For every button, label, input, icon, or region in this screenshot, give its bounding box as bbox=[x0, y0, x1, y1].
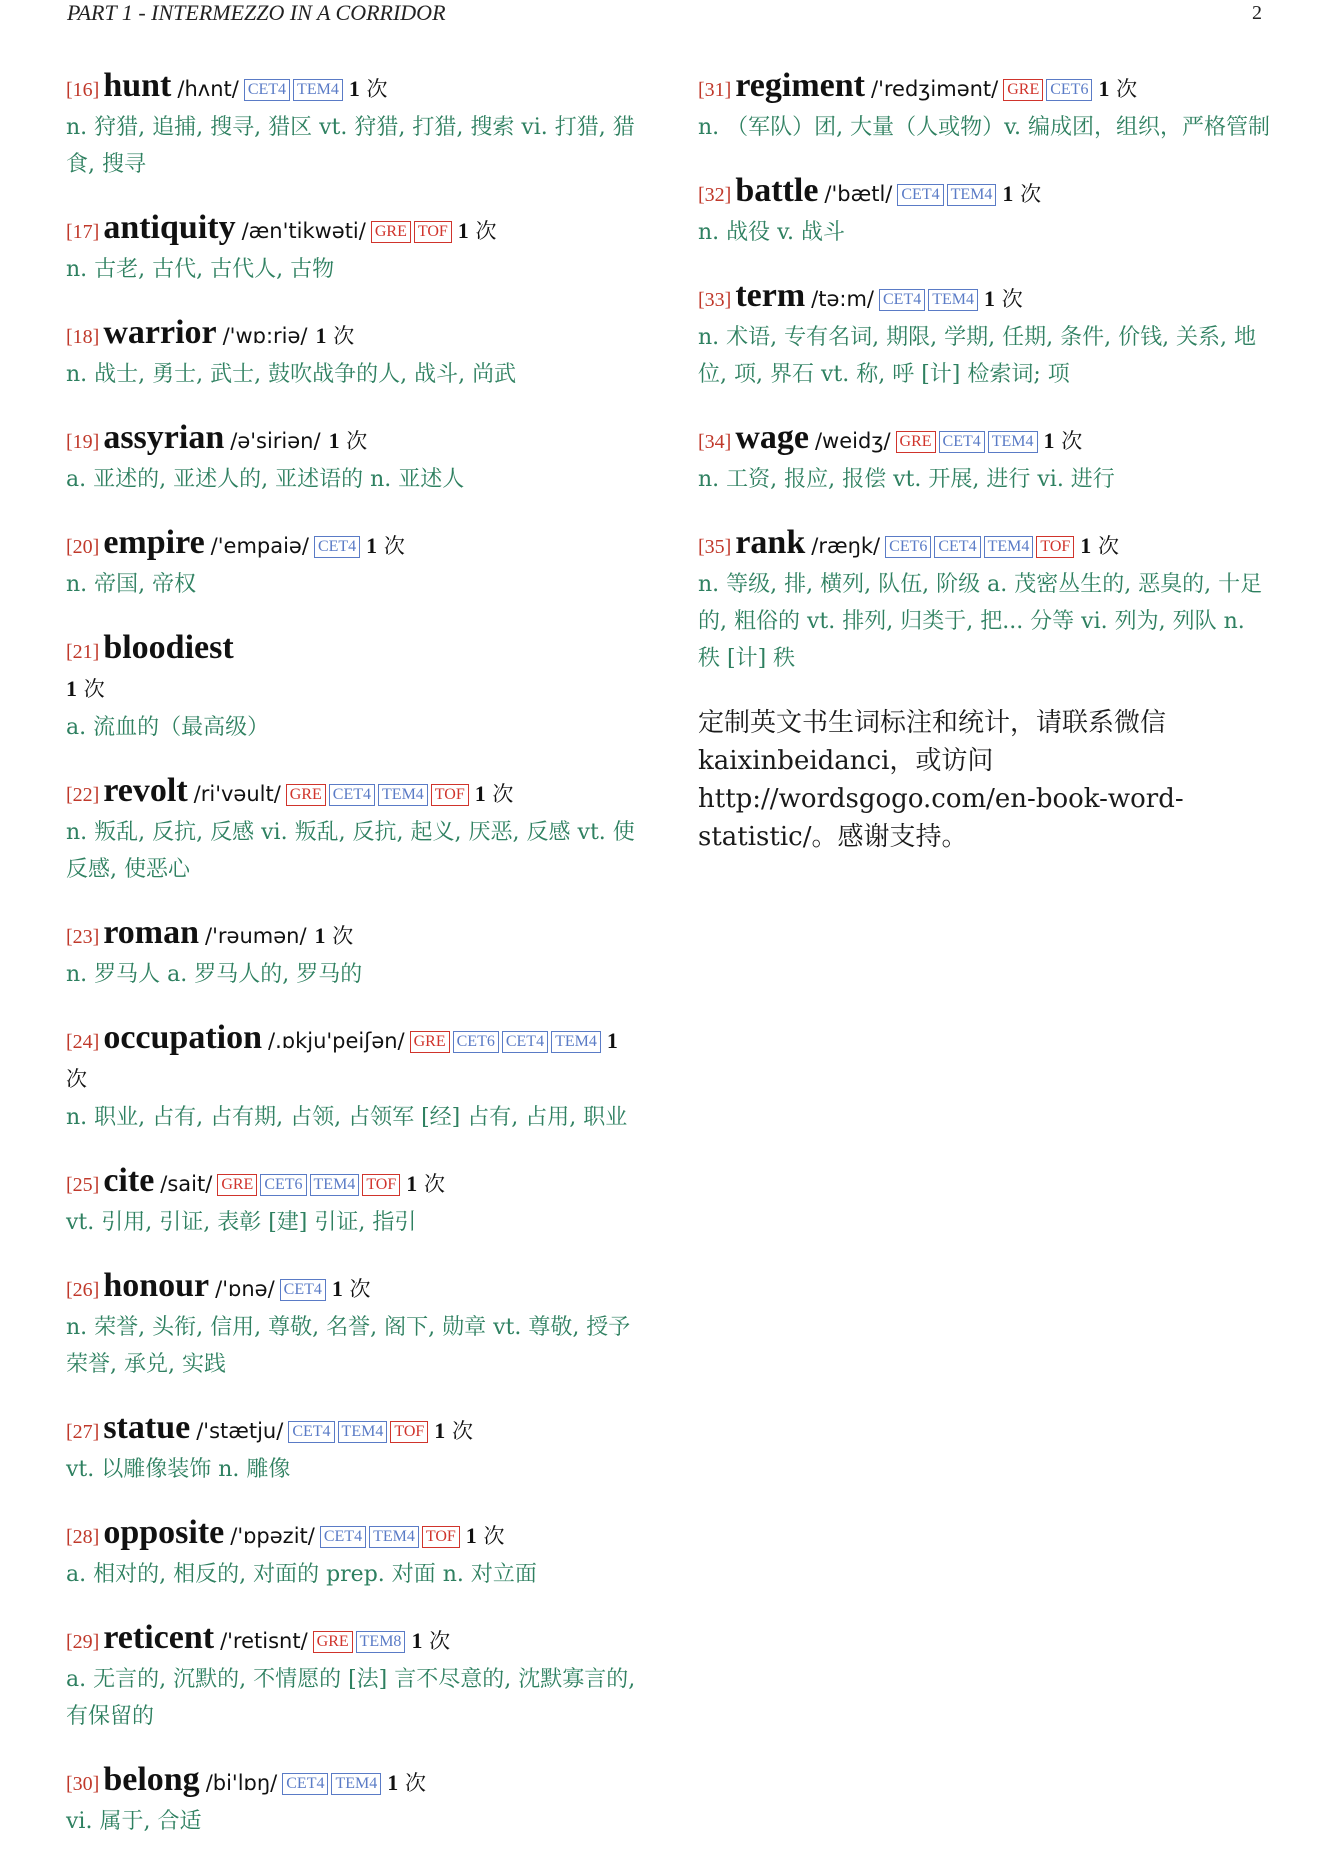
exam-tag: CET4 bbox=[879, 289, 925, 311]
count-unit: 次 bbox=[475, 219, 497, 243]
entry-index: [27] bbox=[66, 1421, 100, 1443]
exam-tag: GRE bbox=[217, 1174, 257, 1196]
count-unit: 次 bbox=[451, 1419, 473, 1443]
headword: opposite bbox=[103, 1514, 225, 1551]
headword: revolt bbox=[103, 772, 188, 809]
entry-index: [29] bbox=[66, 1631, 100, 1653]
definition: vt. 引用, 引证, 表彰 [建] 引证, 指引 bbox=[66, 1210, 417, 1235]
phonetic: /'retisnt/ bbox=[220, 1629, 308, 1653]
count-unit: 次 bbox=[333, 324, 355, 348]
headword-line bbox=[698, 173, 1270, 214]
occurrence-count bbox=[475, 782, 514, 806]
count-number: 1 bbox=[1080, 533, 1092, 558]
headword: term bbox=[735, 277, 806, 314]
exam-tag: CET4 bbox=[939, 431, 985, 453]
exam-tag: CET4 bbox=[280, 1279, 326, 1301]
exam-tag: TEM4 bbox=[947, 184, 997, 206]
count-unit: 次 bbox=[483, 1524, 505, 1548]
count-number: 1 bbox=[411, 1628, 423, 1653]
entry-index: [19] bbox=[66, 431, 100, 453]
vocab-entry bbox=[66, 1020, 640, 1136]
entry-index: [25] bbox=[66, 1174, 100, 1196]
definition: a. 亚述的, 亚述人的, 亚述语的 n. 亚述人 bbox=[66, 467, 465, 492]
definition: n. 帝国, 帝权 bbox=[66, 572, 197, 597]
phonetic: /ræŋk/ bbox=[811, 534, 881, 558]
headword: antiquity bbox=[103, 209, 236, 246]
exam-tag: CET4 bbox=[288, 1421, 334, 1443]
definition: n. 古老, 古代, 古代人, 古物 bbox=[66, 257, 335, 282]
occurrence-count bbox=[406, 1172, 445, 1196]
occurrence-count bbox=[1002, 182, 1041, 206]
headword: honour bbox=[103, 1267, 210, 1304]
headword-line bbox=[698, 278, 1270, 319]
phonetic: /'rəumən/ bbox=[205, 924, 307, 948]
definition: n. （军队）团, 大量（人或物）v. 编成团，组织，严格管制 bbox=[698, 115, 1270, 140]
count-number: 1 bbox=[331, 1276, 343, 1301]
count-number: 1 bbox=[315, 323, 327, 348]
entry-index: [33] bbox=[698, 289, 732, 311]
exam-tag: TEM4 bbox=[988, 431, 1038, 453]
definition: n. 战士, 勇士, 武士, 鼓吹战争的人, 战斗, 尚武 bbox=[66, 362, 517, 387]
headword: wage bbox=[735, 419, 809, 456]
count-unit: 次 bbox=[492, 782, 514, 806]
headword: belong bbox=[103, 1761, 200, 1798]
count-unit: 次 bbox=[349, 1277, 371, 1301]
count-unit: 次 bbox=[346, 429, 368, 453]
count-number: 1 bbox=[328, 428, 340, 453]
headword-line bbox=[66, 1410, 640, 1451]
definition: n. 等级, 排, 横列, 队伍, 阶级 a. 茂密丛生的, 恶臭的, 十足的, 粗俗的 vt. 排列, 归类于, 把... 分等 vi. 列为, 列队 n. 秩 [计] 秩 bbox=[698, 572, 1263, 671]
headword: statue bbox=[103, 1409, 191, 1446]
occurrence-count bbox=[1098, 77, 1137, 101]
occurrence-count bbox=[1080, 534, 1119, 558]
definition: n. 荣誉, 头衔, 信用, 尊敬, 名誉, 阁下, 勋章 vt. 尊敬, 授予荣誉, 承兑, 实践 bbox=[66, 1315, 631, 1377]
exam-tag: TEM4 bbox=[293, 79, 343, 101]
headword: assyrian bbox=[103, 419, 225, 456]
vocab-entry bbox=[66, 1620, 640, 1735]
exam-tag: GRE bbox=[410, 1031, 450, 1053]
headword: hunt bbox=[103, 67, 172, 104]
entry-index: [31] bbox=[698, 79, 732, 101]
definition: n. 狩猎, 追捕, 搜寻, 猎区 vt. 狩猎, 打猎, 搜索 vi. 打猎, 猎食, 搜寻 bbox=[66, 115, 635, 177]
occurrence-count bbox=[349, 77, 388, 101]
phonetic: /hʌnt/ bbox=[177, 77, 239, 101]
vocab-entry bbox=[66, 1268, 640, 1383]
vocab-entry bbox=[698, 420, 1270, 498]
occurrence-count bbox=[434, 1419, 473, 1443]
count-number: 1 bbox=[66, 676, 77, 701]
headword-line bbox=[66, 68, 640, 109]
exam-tag: TOF bbox=[431, 784, 469, 806]
count-number: 1 bbox=[457, 218, 469, 243]
exam-tag: TOF bbox=[362, 1174, 400, 1196]
exam-tag: CET4 bbox=[314, 536, 360, 558]
headword-line bbox=[66, 1020, 640, 1099]
headword-line bbox=[66, 525, 640, 566]
entry-index: [24] bbox=[66, 1031, 100, 1053]
vocab-entry bbox=[66, 68, 640, 183]
definition: n. 叛乱, 反抗, 反感 vi. 叛乱, 反抗, 起义, 厌恶, 反感 vt. 使反感, 使恶心 bbox=[66, 820, 635, 882]
exam-tag: GRE bbox=[896, 431, 936, 453]
phonetic: /sait/ bbox=[160, 1172, 213, 1196]
phonetic: /'redʒimənt/ bbox=[871, 77, 999, 101]
count-number: 1 bbox=[348, 76, 360, 101]
vocab-entry bbox=[66, 210, 640, 288]
vocab-entry bbox=[66, 420, 640, 498]
exam-tag: TEM4 bbox=[551, 1031, 601, 1053]
count-unit: 次 bbox=[83, 677, 105, 701]
headword: roman bbox=[103, 914, 200, 951]
headword: rank bbox=[735, 524, 806, 561]
exam-tag: TEM4 bbox=[338, 1421, 388, 1443]
count-number: 1 bbox=[474, 781, 486, 806]
headword-line bbox=[698, 420, 1270, 461]
count-number: 1 bbox=[1098, 76, 1110, 101]
count-number: 1 bbox=[606, 1028, 618, 1053]
count-unit: 次 bbox=[1020, 182, 1042, 206]
entry-index: [23] bbox=[66, 926, 100, 948]
phonetic: /bi'lɒŋ/ bbox=[205, 1771, 278, 1795]
definition: n. 职业, 占有, 占有期, 占领, 占领军 [经] 占有, 占用, 职业 bbox=[66, 1105, 628, 1130]
exam-tag: CET4 bbox=[897, 184, 943, 206]
vocab-entry bbox=[66, 1410, 640, 1488]
definition: a. 相对的, 相反的, 对面的 prep. 对面 n. 对立面 bbox=[66, 1562, 537, 1587]
headword: warrior bbox=[103, 314, 217, 351]
entry-index: [32] bbox=[698, 184, 732, 206]
count-unit: 次 bbox=[404, 1771, 426, 1795]
count-unit: 次 bbox=[1097, 534, 1119, 558]
exam-tag: GRE bbox=[371, 221, 411, 243]
headword: regiment bbox=[735, 67, 865, 104]
definition: vt. 以雕像装饰 n. 雕像 bbox=[66, 1457, 291, 1482]
exam-tag: TEM4 bbox=[369, 1526, 419, 1548]
count-unit: 次 bbox=[423, 1172, 445, 1196]
count-number: 1 bbox=[984, 286, 995, 311]
entry-index: [17] bbox=[66, 221, 100, 243]
occurrence-count bbox=[411, 1629, 450, 1653]
occurrence-count bbox=[984, 287, 1023, 311]
headword-line bbox=[66, 1762, 640, 1803]
count-number: 1 bbox=[387, 1770, 399, 1795]
vocab-entry bbox=[66, 1762, 640, 1840]
entry-index: [22] bbox=[66, 784, 100, 806]
headword-line bbox=[66, 1515, 640, 1556]
exam-tag: TOF bbox=[414, 221, 452, 243]
headword-line bbox=[66, 773, 640, 814]
occurrence-count bbox=[315, 924, 354, 948]
phonetic: /ə'siriən/ bbox=[230, 429, 321, 453]
occurrence-count bbox=[366, 534, 405, 558]
definition: n. 工资, 报应, 报偿 vt. 开展, 进行 vi. 进行 bbox=[698, 467, 1115, 492]
headword-line bbox=[66, 1620, 640, 1661]
exam-tag: CET4 bbox=[502, 1031, 548, 1053]
definition: n. 罗马人 a. 罗马人的, 罗马的 bbox=[66, 962, 363, 987]
occurrence-count bbox=[329, 429, 368, 453]
count-unit: 次 bbox=[332, 924, 354, 948]
running-title: PART 1 - INTERMEZZO IN A CORRIDOR bbox=[67, 0, 446, 25]
occurrence-count bbox=[332, 1277, 371, 1301]
phonetic: /'ɒnə/ bbox=[215, 1277, 275, 1301]
phonetic: /.ɒkju'peiʃən/ bbox=[268, 1029, 405, 1053]
exam-tag: CET6 bbox=[885, 536, 931, 558]
entry-index: [35] bbox=[698, 536, 732, 558]
occurrence-count bbox=[458, 219, 497, 243]
exam-tag: CET4 bbox=[282, 1773, 328, 1795]
exam-tag: TOF bbox=[1036, 536, 1074, 558]
occurrence-count bbox=[66, 677, 105, 701]
count-unit: 次 bbox=[1001, 287, 1023, 311]
definition: n. 术语, 专有名词, 期限, 学期, 任期, 条件, 价钱, 关系, 地位, 项, 界石 vt. 称, 呼 [计] 检索词; 项 bbox=[698, 325, 1257, 387]
page-header bbox=[67, 0, 1262, 26]
count-number: 1 bbox=[406, 1171, 418, 1196]
count-unit: 次 bbox=[66, 1067, 87, 1091]
entry-index: [34] bbox=[698, 431, 732, 453]
headword: cite bbox=[103, 1162, 155, 1199]
headword: occupation bbox=[103, 1019, 263, 1056]
headword: reticent bbox=[103, 1619, 215, 1656]
exam-tag: GRE bbox=[313, 1631, 353, 1653]
contact-note: 定制英文书生词标注和统计，请联系微信 kaixinbeidanci，或访问 http://wordsgogo.com/en-book-word-statistic/。感谢支持。 bbox=[698, 708, 1184, 852]
occurrence-count bbox=[387, 1771, 426, 1795]
count-number: 1 bbox=[366, 533, 378, 558]
page-number: 2 bbox=[1252, 2, 1262, 24]
exam-tag: TEM4 bbox=[984, 536, 1034, 558]
vocab-entry bbox=[698, 525, 1270, 677]
count-unit: 次 bbox=[383, 534, 405, 558]
vocab-entry bbox=[66, 915, 640, 993]
headword: empire bbox=[103, 524, 205, 561]
exam-tag: TEM8 bbox=[356, 1631, 406, 1653]
definition: vi. 属于, 合适 bbox=[66, 1809, 202, 1834]
exam-tag: CET6 bbox=[260, 1174, 306, 1196]
exam-tag: CET6 bbox=[453, 1031, 499, 1053]
entry-index: [28] bbox=[66, 1526, 100, 1548]
count-number: 1 bbox=[314, 923, 326, 948]
vocab-entry bbox=[66, 1515, 640, 1593]
vocab-entry bbox=[698, 173, 1270, 251]
vocab-entry bbox=[66, 1163, 640, 1241]
exam-tag: TEM4 bbox=[378, 784, 428, 806]
count-line bbox=[66, 671, 640, 709]
occurrence-count bbox=[466, 1524, 505, 1548]
headword: battle bbox=[735, 172, 819, 209]
right-column bbox=[698, 68, 1270, 856]
headword-line bbox=[698, 68, 1270, 109]
exam-tag: GRE bbox=[286, 784, 326, 806]
vocab-entry bbox=[66, 315, 640, 393]
exam-tag: TOF bbox=[422, 1526, 460, 1548]
vocab-entry bbox=[66, 630, 640, 746]
count-unit: 次 bbox=[1116, 77, 1138, 101]
headword-line bbox=[66, 630, 640, 671]
headword-line bbox=[66, 420, 640, 461]
occurrence-count bbox=[316, 324, 355, 348]
phonetic: /ri'vəult/ bbox=[193, 782, 281, 806]
vocab-entry bbox=[698, 68, 1270, 146]
count-unit: 次 bbox=[1061, 429, 1083, 453]
count-number: 1 bbox=[1002, 181, 1014, 206]
exam-tag: CET4 bbox=[320, 1526, 366, 1548]
exam-tag: TOF bbox=[390, 1421, 428, 1443]
phonetic: /'wɒ:riə/ bbox=[222, 324, 308, 348]
exam-tag: CET4 bbox=[329, 784, 375, 806]
count-unit: 次 bbox=[366, 77, 388, 101]
vocab-entry bbox=[698, 278, 1270, 393]
headword-line bbox=[66, 210, 640, 251]
count-number: 1 bbox=[1043, 428, 1055, 453]
exam-tag: CET4 bbox=[934, 536, 980, 558]
entry-index: [26] bbox=[66, 1279, 100, 1301]
exam-tag: GRE bbox=[1003, 79, 1043, 101]
headword-line bbox=[66, 1268, 640, 1309]
entry-index: [30] bbox=[66, 1773, 100, 1795]
exam-tag: CET4 bbox=[244, 79, 290, 101]
exam-tag: TEM4 bbox=[310, 1174, 360, 1196]
entry-index: [18] bbox=[66, 326, 100, 348]
definition: n. 战役 v. 战斗 bbox=[698, 220, 845, 245]
count-unit: 次 bbox=[429, 1629, 451, 1653]
count-number: 1 bbox=[434, 1418, 446, 1443]
count-number: 1 bbox=[465, 1523, 477, 1548]
phonetic: /'bætl/ bbox=[824, 182, 893, 206]
exam-tag: TEM4 bbox=[928, 289, 978, 311]
entry-index: [20] bbox=[66, 536, 100, 558]
phonetic: /tə:m/ bbox=[811, 287, 874, 311]
exam-tag: TEM4 bbox=[331, 1773, 381, 1795]
entry-index: [21] bbox=[66, 641, 100, 663]
left-column bbox=[66, 68, 640, 1867]
exam-tag: CET6 bbox=[1046, 79, 1092, 101]
vocab-entry bbox=[66, 525, 640, 603]
phonetic: /'ɒpəzit/ bbox=[230, 1524, 315, 1548]
phonetic: /weidʒ/ bbox=[814, 429, 891, 453]
phonetic: /æn'tikwəti/ bbox=[241, 219, 366, 243]
phonetic: /'empaiə/ bbox=[210, 534, 309, 558]
definition: a. 无言的, 沉默的, 不情愿的 [法] 言不尽意的, 沈默寡言的, 有保留的 bbox=[66, 1667, 636, 1729]
occurrence-count bbox=[1044, 429, 1083, 453]
headword-line bbox=[66, 315, 640, 356]
entry-index: [16] bbox=[66, 79, 100, 101]
headword-line bbox=[66, 1163, 640, 1204]
definition: a. 流血的（最高级） bbox=[66, 715, 270, 740]
vocab-entry bbox=[66, 773, 640, 888]
headword-line bbox=[66, 915, 640, 956]
headword-line bbox=[698, 525, 1270, 566]
phonetic: /'stætju/ bbox=[196, 1419, 284, 1443]
headword: bloodiest bbox=[103, 629, 234, 666]
